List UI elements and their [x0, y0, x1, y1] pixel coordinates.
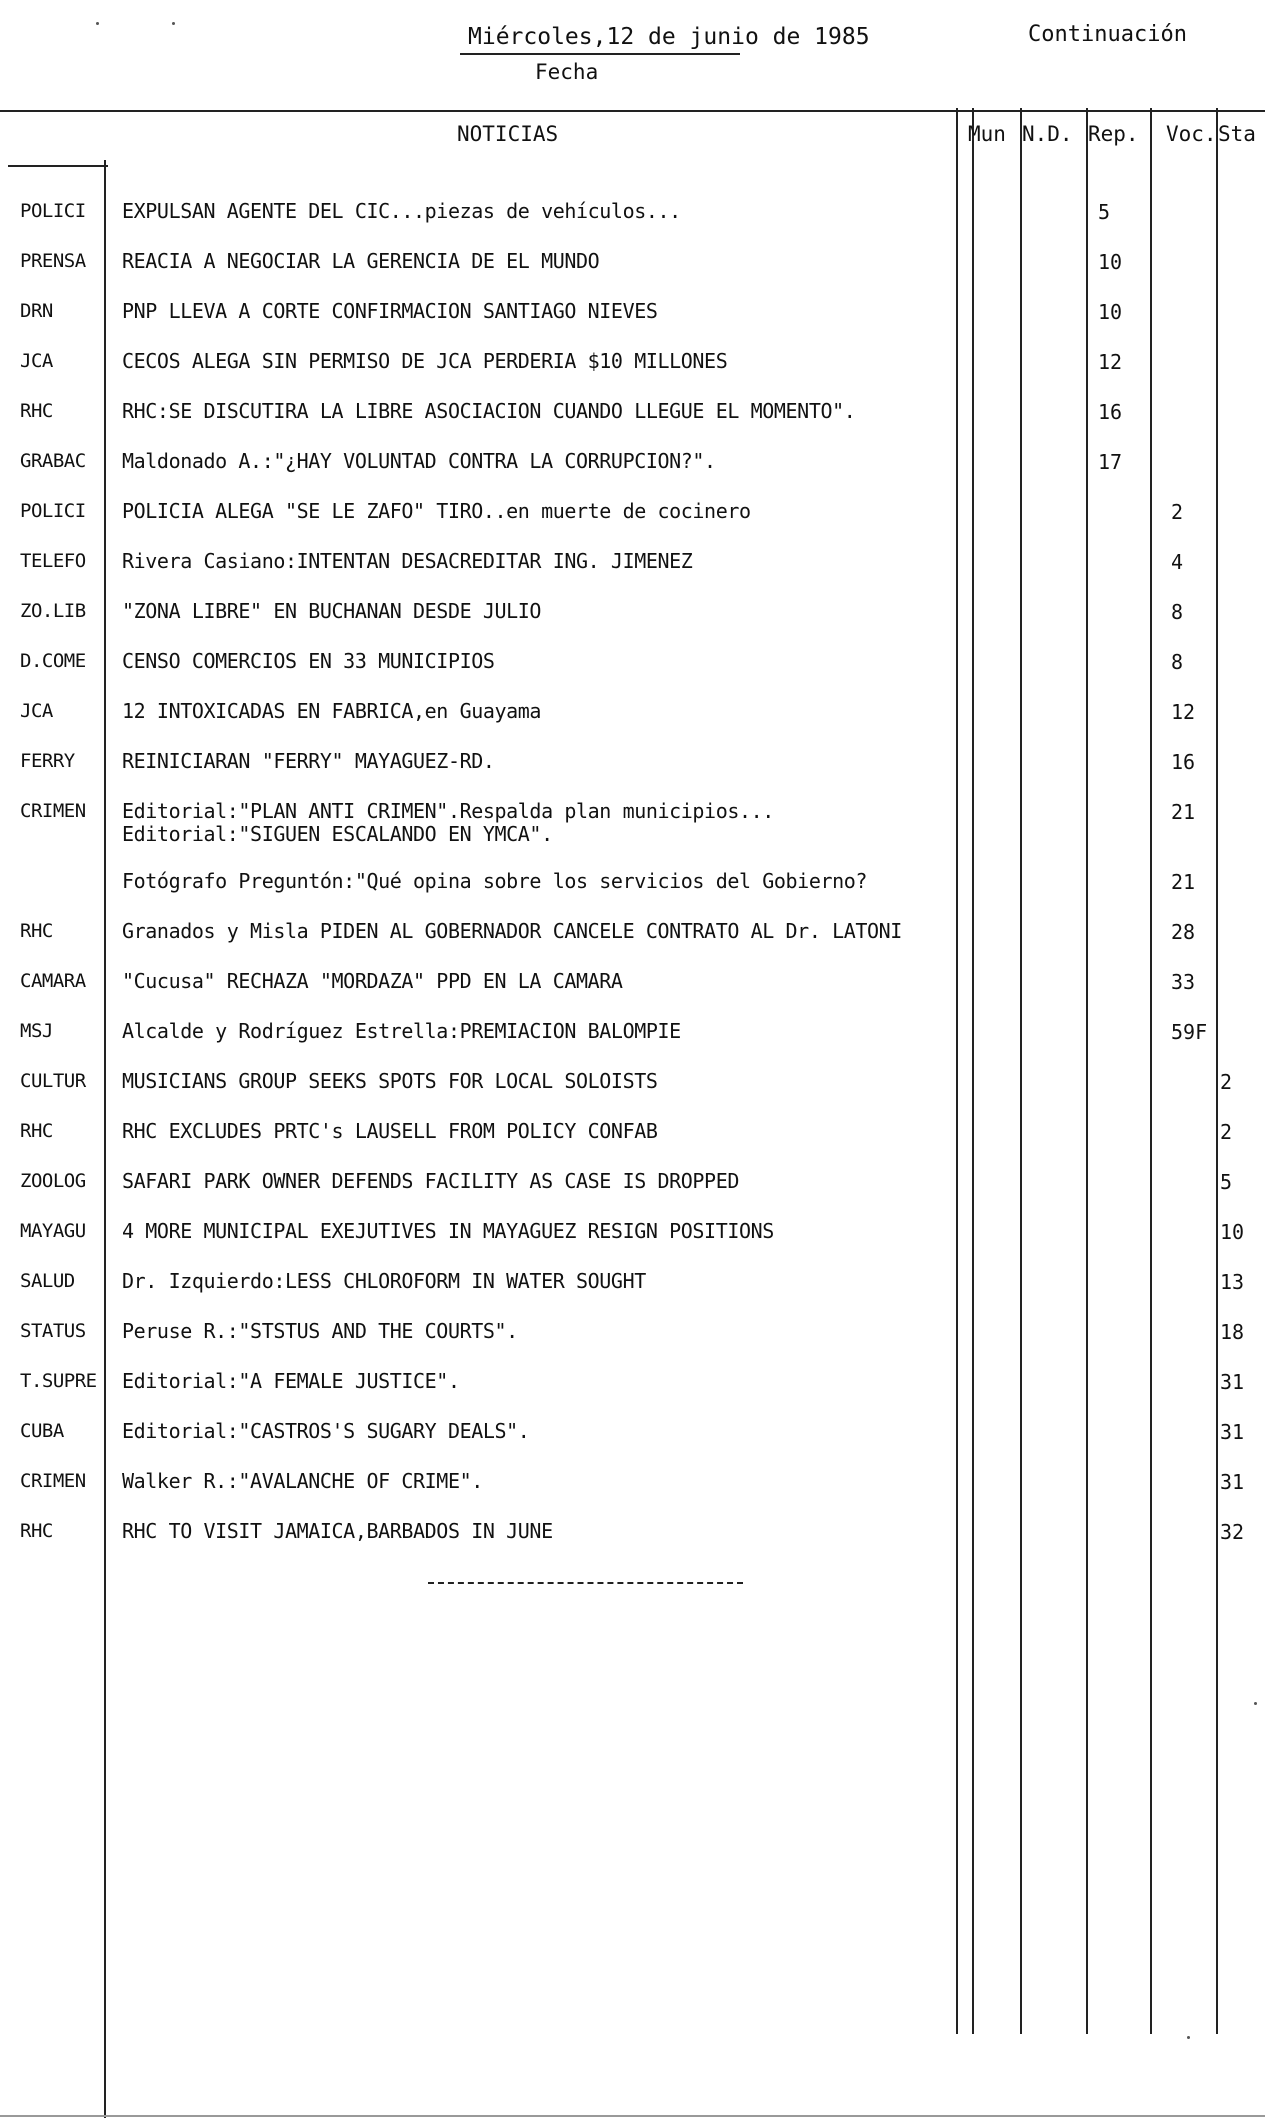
table-row [0, 390, 1265, 440]
row-voc-page: 21 [1171, 870, 1196, 894]
row-headline: EXPULSAN AGENTE DEL CIC...piezas de vehículos... [122, 199, 681, 223]
row-headline: "ZONA LIBRE" EN BUCHANAN DESDE JULIO [122, 599, 542, 623]
row-voc-page: 12 [1171, 700, 1196, 724]
row-headline: Maldonado A.:"¿HAY VOLUNTAD CONTRA LA CORRUPCION?". [122, 449, 716, 473]
row-voc-page: 28 [1171, 920, 1196, 944]
row-headline: RHC:SE DISCUTIRA LA LIBRE ASOCIACION CUANDO LLEGUE EL MOMENTO". [122, 399, 856, 423]
row-section-code: RHC [20, 1520, 53, 1542]
row-headline: Peruse R.:"STSTUS AND THE COURTS". [122, 1319, 518, 1343]
row-star-page: 32 [1220, 1520, 1245, 1544]
row-headline: Alcalde y Rodríguez Estrella:PREMIACION BALOMPIE [122, 1019, 681, 1043]
row-rep-page: 17 [1098, 450, 1123, 474]
row-star-page: 2 [1220, 1120, 1233, 1144]
row-star-page: 2 [1220, 1070, 1233, 1094]
table-row [0, 790, 1265, 846]
col-header-voc: Voc. [1166, 122, 1217, 146]
row-section-code: ZO.LIB [20, 600, 86, 622]
row-section-code: SALUD [20, 1270, 75, 1292]
table-row [0, 1010, 1265, 1060]
col-header-noticias: NOTICIAS [457, 122, 559, 146]
table-row [0, 910, 1265, 960]
table-row [0, 1360, 1265, 1410]
row-section-code: RHC [20, 1120, 53, 1142]
row-section-code: D.COME [20, 650, 86, 672]
row-headline: PNP LLEVA A CORTE CONFIRMACION SANTIAGO NIEVES [122, 299, 658, 323]
row-section-code: JCA [20, 700, 53, 722]
row-headline: CENSO COMERCIOS EN 33 MUNICIPIOS [122, 649, 495, 673]
continuation-label: Continuación [1028, 22, 1187, 47]
row-star-page: 5 [1220, 1170, 1233, 1194]
row-section-code: ZOOLOG [20, 1170, 86, 1192]
row-rep-page: 10 [1098, 250, 1123, 274]
row-section-code: GRABAC [20, 450, 86, 472]
row-star-page: 13 [1220, 1270, 1245, 1294]
row-voc-page: 16 [1171, 750, 1196, 774]
row-section-code: JCA [20, 350, 53, 372]
bottom-edge [0, 2115, 1265, 2117]
date-caption: Fecha [535, 60, 599, 84]
row-headline: 12 INTOXICADAS EN FABRICA,en Guayama [122, 699, 542, 723]
col-header-nd: N.D. [1022, 122, 1073, 146]
row-voc-page: 33 [1171, 970, 1196, 994]
end-of-list-rule [428, 1582, 743, 1584]
row-headline: Rivera Casiano:INTENTAN DESACREDITAR ING. JIMENEZ [122, 549, 693, 573]
row-section-code: TELEFO [20, 550, 86, 572]
row-headline: RHC TO VISIT JAMAICA,BARBADOS IN JUNE [122, 1519, 553, 1543]
row-star-page: 10 [1220, 1220, 1245, 1244]
row-section-code: RHC [20, 400, 53, 422]
row-headline: Editorial:"PLAN ANTI CRIMEN".Respalda plan municipios... Editorial:"SIGUEN ESCALANDO EN YMCA". [122, 799, 774, 846]
row-section-code: MSJ [20, 1020, 53, 1042]
row-section-code: MAYAGU [20, 1220, 86, 1242]
row-headline: REACIA A NEGOCIAR LA GERENCIA DE EL MUNDO [122, 249, 600, 273]
row-star-page: 31 [1220, 1470, 1245, 1494]
table-row [0, 440, 1265, 490]
scan-speck [1254, 1702, 1257, 1705]
table-row [0, 190, 1265, 240]
table-row [0, 1160, 1265, 1210]
row-section-code: T.SUPRE [20, 1370, 97, 1392]
row-rep-page: 12 [1098, 350, 1123, 374]
row-voc-page: 8 [1171, 650, 1184, 674]
table-row [0, 960, 1265, 1010]
row-section-code: CAMARA [20, 970, 86, 992]
row-section-code: DRN [20, 300, 53, 322]
row-headline: Fotógrafo Preguntón:"Qué opina sobre los servicios del Gobierno? [122, 869, 868, 893]
table-row [0, 640, 1265, 690]
date-line: Miércoles,12 de junio de 1985 [468, 24, 870, 50]
table-row [0, 1210, 1265, 1260]
table-row [0, 1110, 1265, 1160]
table-row [0, 1260, 1265, 1310]
row-section-code: CRIMEN [20, 1470, 86, 1492]
row-star-page: 31 [1220, 1420, 1245, 1444]
col-header-star: Sta [1218, 122, 1256, 146]
table-row [0, 1310, 1265, 1360]
table-row [0, 690, 1265, 740]
table-row [0, 1510, 1265, 1560]
row-star-page: 18 [1220, 1320, 1245, 1344]
row-section-code: CRIMEN [20, 800, 86, 822]
row-section-code: FERRY [20, 750, 75, 772]
row-section-code: RHC [20, 920, 53, 942]
col-header-mun: Mun [968, 122, 1006, 146]
row-headline: Walker R.:"AVALANCHE OF CRIME". [122, 1469, 483, 1493]
row-section-code: CUBA [20, 1420, 64, 1442]
table-row [0, 240, 1265, 290]
row-voc-page: 21 [1171, 800, 1196, 824]
row-headline: 4 MORE MUNICIPAL EXEJUTIVES IN MAYAGUEZ RESIGN POSITIONS [122, 1219, 774, 1243]
row-section-code: POLICI [20, 200, 86, 222]
row-headline: Editorial:"CASTROS'S SUGARY DEALS". [122, 1419, 530, 1443]
table-row [0, 1410, 1265, 1460]
row-headline: Dr. Izquierdo:LESS CHLOROFORM IN WATER SOUGHT [122, 1269, 646, 1293]
table-row [0, 490, 1265, 540]
row-star-page: 31 [1220, 1370, 1245, 1394]
row-headline: RHC EXCLUDES PRTC's LAUSELL FROM POLICY CONFAB [122, 1119, 658, 1143]
row-voc-page: 4 [1171, 550, 1184, 574]
row-headline: Granados y Misla PIDEN AL GOBERNADOR CANCELE CONTRATO AL Dr. LATONI [122, 919, 902, 943]
row-section-code: STATUS [20, 1320, 86, 1342]
table-row [0, 340, 1265, 390]
row-section-code: POLICI [20, 500, 86, 522]
row-headline: REINICIARAN "FERRY" MAYAGUEZ-RD. [122, 749, 495, 773]
row-headline: POLICIA ALEGA "SE LE ZAFO" TIRO..en muerte de cocinero [122, 499, 751, 523]
row-headline: Editorial:"A FEMALE JUSTICE". [122, 1369, 460, 1393]
date-underline [460, 53, 740, 55]
table-row [0, 1460, 1265, 1510]
row-headline: MUSICIANS GROUP SEEKS SPOTS FOR LOCAL SOLOISTS [122, 1069, 658, 1093]
table-row [0, 860, 1265, 910]
header-underline-short [8, 165, 108, 167]
row-rep-page: 10 [1098, 300, 1123, 324]
row-voc-page: 59F [1171, 1020, 1208, 1044]
scan-speck [96, 22, 99, 25]
col-header-rep: Rep. [1088, 122, 1139, 146]
row-voc-page: 2 [1171, 500, 1184, 524]
row-headline: CECOS ALEGA SIN PERMISO DE JCA PERDERIA $10 MILLONES [122, 349, 728, 373]
row-section-code: PRENSA [20, 250, 86, 272]
row-voc-page: 8 [1171, 600, 1184, 624]
table-top-rule [0, 110, 1265, 112]
table-row [0, 1060, 1265, 1110]
table-row [0, 740, 1265, 790]
table-row [0, 540, 1265, 590]
row-rep-page: 16 [1098, 400, 1123, 424]
scan-speck [172, 22, 175, 25]
table-row [0, 590, 1265, 640]
table-row [0, 290, 1265, 340]
row-headline: "Cucusa" RECHAZA "MORDAZA" PPD EN LA CAMARA [122, 969, 623, 993]
row-section-code: CULTUR [20, 1070, 86, 1092]
row-rep-page: 5 [1098, 200, 1111, 224]
scan-speck [1187, 2036, 1190, 2039]
row-headline: SAFARI PARK OWNER DEFENDS FACILITY AS CASE IS DROPPED [122, 1169, 739, 1193]
